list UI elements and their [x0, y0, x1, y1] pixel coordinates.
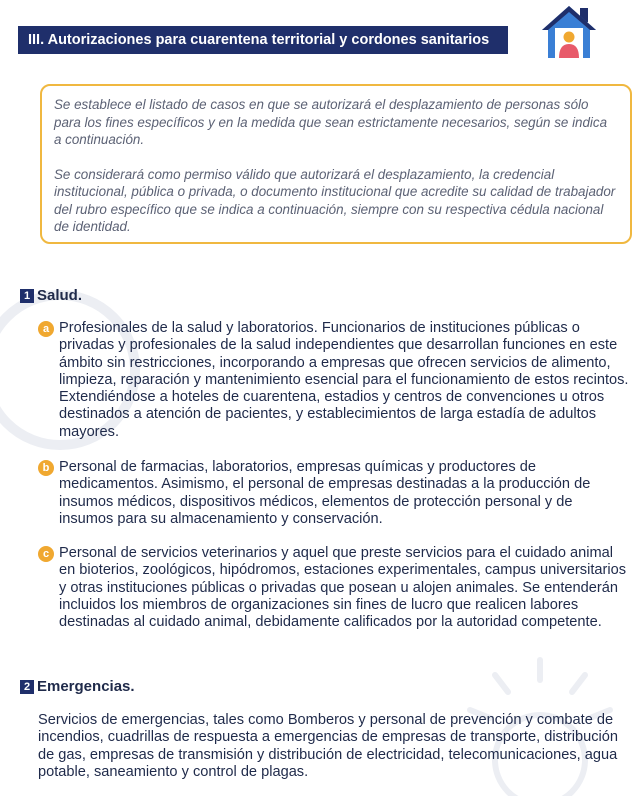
house-person-icon — [540, 4, 598, 60]
list-item-c — [38, 545, 630, 631]
section-header-title: III. Autorizaciones para cuarentena territorial y cordones sanitarios — [18, 26, 508, 54]
section-title: Emergencias. — [37, 678, 135, 695]
list-item-text: Personal de farmacias, laboratorios, empresas químicas y productores de medicamentos. Asimismo, el personal de empresas destinadas a la producción de insumos médicos, dispositivos médicos, elementos de protección personal y de insumos para su almacenamiento y conservación. — [59, 459, 591, 527]
list-item-text: Profesionales de la salud y laboratorios. Funcionarios de instituciones públicas o privadas y profesionales de la salud independientes que desarrollan funciones en este ámbito sin restricciones, incorporando a empresas que ofrecen servicios de alimento, limpieza, reparación y mantenimiento esencial para el funcionamiento de estos recintos. Extendiéndose a hoteles de cuarentena, estadios y centros de convenciones u otros destinados a atención de pacientes, y establecimientos de larga estadía de adultos mayores. — [59, 320, 629, 440]
section-title: Salud. — [37, 287, 83, 304]
list-item-a — [38, 320, 630, 441]
letter-badge: c — [38, 546, 54, 562]
intro-box — [40, 84, 632, 244]
letter-badge: a — [38, 321, 54, 337]
intro-paragraph-2: Se considerará como permiso válido que autorizará el desplazamiento, la credencial institucional, pública o privada, o documento institucional que acredite su calidad de trabajador del rubro específico que se indica a continuación, siempre con su respectiva cédula nacional de identidad. — [54, 166, 616, 234]
intro-paragraph-1: Se establece el listado de casos en que se autorizará el desplazamiento de personas sólo para los fines específicos y en la medida que sean estrictamente necesarios, según se indica a continuación. — [54, 97, 608, 147]
section-heading-emergencias — [20, 678, 135, 695]
section-number-badge: 2 — [20, 680, 34, 694]
list-item-text: Personal de servicios veterinarios y aquel que preste servicios para el cuidado animal en bioterios, zoológicos, hipódromos, estaciones experimentales, campus universitarios y otras instituciones públicas o privadas que posean u alojen animales. Se entenderán incluidos los miembros de organizaciones sin fines de lucro que realicen labores destinadas al cuidado animal, debidamente calificados por la autoridad competente. — [59, 545, 627, 631]
emergencias-paragraph: Servicios de emergencias, tales como Bomberos y personal de prevención y combate de incendios, cuadrillas de respuesta a emergencias de empresas de transporte, distribución de gas, empresas de transmisión y distribución de electricidad, telecomunicaciones, agua potable, saneamiento y control de plagas. — [38, 712, 619, 780]
letter-badge: b — [38, 460, 54, 476]
section-heading-salud — [20, 287, 82, 304]
list-item-b — [38, 459, 630, 528]
section-number-badge: 1 — [20, 289, 34, 303]
